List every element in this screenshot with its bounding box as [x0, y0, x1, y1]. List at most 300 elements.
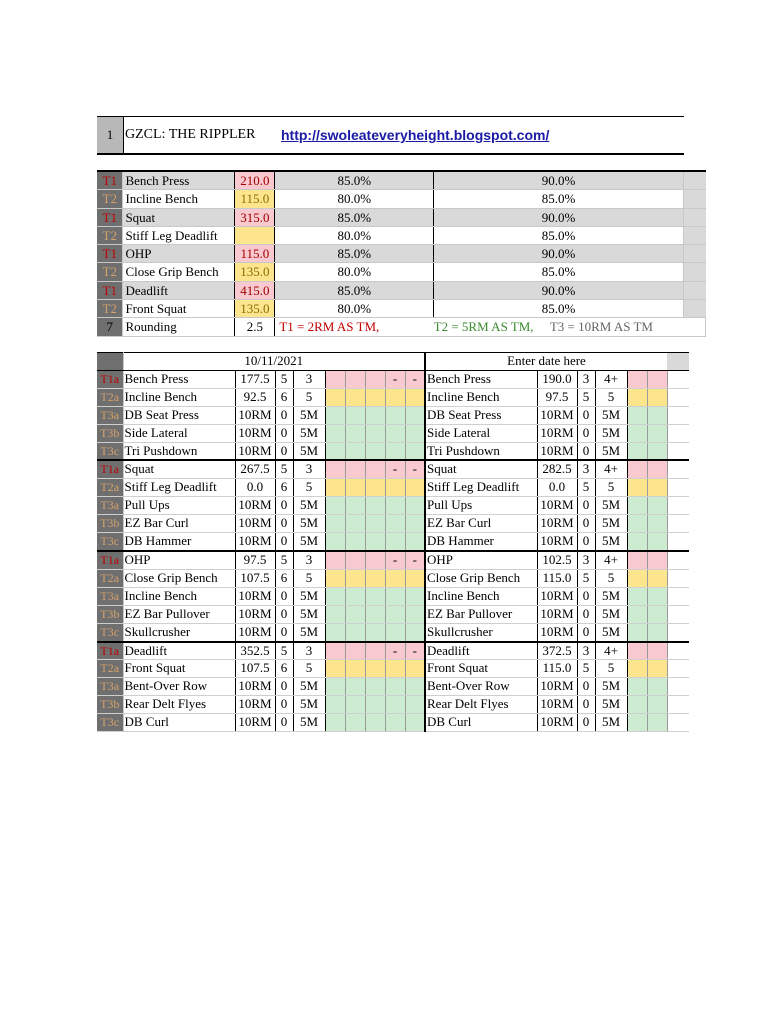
set-entry-cell[interactable]	[647, 587, 667, 605]
set-entry-cell[interactable]	[365, 460, 385, 478]
set-entry-cell[interactable]	[385, 660, 405, 678]
reps-cell: 3	[293, 460, 325, 478]
set-entry-cell[interactable]	[405, 605, 425, 623]
set-entry-cell[interactable]	[365, 605, 385, 623]
weight-cell: 267.5	[235, 460, 275, 478]
sets-cell: 0	[275, 442, 293, 460]
set-entry-cell[interactable]	[627, 696, 647, 714]
set-entry-cell[interactable]	[365, 714, 385, 732]
set-entry-cell[interactable]	[365, 424, 385, 442]
set-entry-cell[interactable]	[325, 678, 345, 696]
tm-row	[97, 263, 706, 281]
sets-cell: 3	[577, 460, 595, 478]
training-max-input[interactable]: 115.0	[235, 190, 275, 208]
set-entry-cell[interactable]	[647, 678, 667, 696]
exercise-name: Incline Bench	[425, 388, 537, 406]
tier-label: T3a	[97, 587, 123, 605]
reps-cell: 5M	[293, 442, 325, 460]
log-row	[97, 642, 689, 660]
set-entry-cell[interactable]	[345, 424, 365, 442]
set-entry-cell[interactable]	[365, 642, 385, 660]
week2-percent: 85.0%	[434, 263, 684, 281]
reps-cell: 5	[595, 479, 627, 497]
set-entry-cell[interactable]	[647, 660, 667, 678]
weight-cell: 10RM	[235, 696, 275, 714]
row-tail	[667, 605, 689, 623]
set-entry-cell[interactable]	[647, 497, 667, 515]
week1-percent: 85.0%	[275, 208, 434, 226]
set-entry-cell[interactable]	[627, 660, 647, 678]
set-entry-cell[interactable]	[647, 388, 667, 406]
weight-cell: 10RM	[235, 533, 275, 551]
reps-cell: 5M	[293, 406, 325, 424]
set-entry-cell[interactable]	[325, 642, 345, 660]
log-row	[97, 533, 689, 551]
set-entry-cell[interactable]	[385, 587, 405, 605]
set-entry-cell[interactable]	[345, 623, 365, 641]
set-entry-cell[interactable]	[385, 424, 405, 442]
reps-cell: 5M	[293, 515, 325, 533]
row-tail	[667, 497, 689, 515]
exercise-name: Incline Bench	[123, 587, 235, 605]
weight-cell: 10RM	[235, 515, 275, 533]
tm-row	[97, 190, 706, 208]
sets-cell: 0	[275, 678, 293, 696]
tm-row	[97, 226, 706, 244]
training-max-input[interactable]: 115.0	[235, 245, 275, 263]
set-entry-cell[interactable]	[627, 569, 647, 587]
set-entry-cell[interactable]	[385, 515, 405, 533]
set-entry-cell[interactable]	[365, 678, 385, 696]
week1-date[interactable]: 10/11/2021	[123, 353, 425, 371]
set-entry-cell[interactable]: -	[405, 642, 425, 660]
exercise-name: Incline Bench	[425, 587, 537, 605]
set-entry-cell[interactable]	[627, 424, 647, 442]
set-entry-cell[interactable]	[405, 714, 425, 732]
training-max-table	[97, 170, 706, 337]
row-tail	[683, 263, 705, 281]
set-entry-cell[interactable]	[325, 424, 345, 442]
set-entry-cell[interactable]	[627, 605, 647, 623]
week1-percent: 85.0%	[275, 281, 434, 299]
training-max-input[interactable]: 135.0	[235, 263, 275, 281]
tier-label: T2	[97, 263, 123, 281]
tm-row	[97, 245, 706, 263]
sets-cell: 0	[577, 623, 595, 641]
weight-cell: 107.5	[235, 569, 275, 587]
set-entry-cell[interactable]	[627, 370, 647, 388]
week2-percent: 85.0%	[434, 190, 684, 208]
weight-cell: 10RM	[235, 714, 275, 732]
set-entry-cell[interactable]	[365, 533, 385, 551]
set-entry-cell[interactable]	[325, 370, 345, 388]
set-entry-cell[interactable]	[405, 497, 425, 515]
row-tail	[667, 533, 689, 551]
set-entry-cell[interactable]	[325, 497, 345, 515]
weight-cell: 10RM	[537, 497, 577, 515]
sets-cell: 6	[275, 479, 293, 497]
exercise-name: Deadlift	[425, 642, 537, 660]
set-entry-cell[interactable]	[385, 388, 405, 406]
reps-cell: 4+	[595, 642, 627, 660]
reps-cell: 4+	[595, 551, 627, 569]
week2-date[interactable]: Enter date here	[425, 353, 667, 371]
set-entry-cell[interactable]	[325, 605, 345, 623]
set-entry-cell[interactable]	[385, 406, 405, 424]
set-entry-cell[interactable]	[405, 424, 425, 442]
exercise-name: EZ Bar Curl	[123, 515, 235, 533]
set-entry-cell[interactable]	[325, 515, 345, 533]
set-entry-cell[interactable]	[647, 696, 667, 714]
set-entry-cell[interactable]	[647, 406, 667, 424]
weight-cell: 10RM	[537, 696, 577, 714]
exercise-name: OHP	[425, 551, 537, 569]
row-tail	[667, 714, 689, 732]
set-entry-cell[interactable]	[647, 515, 667, 533]
sets-cell: 0	[275, 406, 293, 424]
tier-label: T3b	[97, 515, 123, 533]
set-entry-cell[interactable]	[385, 605, 405, 623]
weight-cell: 10RM	[537, 714, 577, 732]
week2-percent: 90.0%	[434, 171, 684, 190]
set-entry-cell[interactable]	[325, 479, 345, 497]
weight-cell: 177.5	[235, 370, 275, 388]
set-entry-cell[interactable]	[325, 406, 345, 424]
set-entry-cell[interactable]	[345, 515, 365, 533]
set-entry-cell[interactable]	[385, 678, 405, 696]
set-entry-cell[interactable]	[345, 696, 365, 714]
tier-label: T1	[97, 281, 123, 299]
set-entry-cell[interactable]	[365, 551, 385, 569]
training-max-input[interactable]: 135.0	[235, 300, 275, 318]
reps-cell: 5M	[595, 406, 627, 424]
exercise-name: Skullcrusher	[425, 623, 537, 641]
reps-cell: 5	[595, 388, 627, 406]
set-entry-cell[interactable]	[627, 678, 647, 696]
set-entry-cell[interactable]	[365, 587, 385, 605]
tm-row	[97, 300, 706, 318]
lift-name: Front Squat	[123, 300, 235, 318]
training-max-input[interactable]: 415.0	[235, 281, 275, 299]
set-entry-cell[interactable]	[325, 442, 345, 460]
rounding-input[interactable]: 2.5	[235, 318, 275, 336]
reps-cell: 5M	[293, 623, 325, 641]
set-entry-cell[interactable]	[647, 370, 667, 388]
set-entry-cell[interactable]	[365, 497, 385, 515]
reps-cell: 5	[595, 569, 627, 587]
log-row	[97, 406, 689, 424]
set-entry-cell[interactable]	[405, 696, 425, 714]
exercise-name: Bench Press	[123, 370, 235, 388]
exercise-name: Close Grip Bench	[425, 569, 537, 587]
set-entry-cell[interactable]: -	[405, 460, 425, 478]
set-entry-cell[interactable]	[647, 551, 667, 569]
set-entry-cell[interactable]	[325, 660, 345, 678]
set-entry-cell[interactable]	[647, 642, 667, 660]
set-entry-cell[interactable]	[345, 406, 365, 424]
set-entry-cell[interactable]	[385, 479, 405, 497]
log-row	[97, 623, 689, 641]
set-entry-cell[interactable]	[405, 406, 425, 424]
exercise-name: EZ Bar Pullover	[123, 605, 235, 623]
set-entry-cell[interactable]	[365, 623, 385, 641]
set-entry-cell[interactable]	[627, 497, 647, 515]
tier-label: T1a	[97, 551, 123, 569]
row-tail	[683, 300, 705, 318]
reps-cell: 5	[293, 479, 325, 497]
set-entry-cell[interactable]	[405, 388, 425, 406]
set-entry-cell[interactable]	[325, 587, 345, 605]
log-row	[97, 714, 689, 732]
set-entry-cell[interactable]	[325, 714, 345, 732]
set-entry-cell[interactable]	[627, 406, 647, 424]
set-entry-cell[interactable]: -	[385, 551, 405, 569]
sets-cell: 5	[275, 551, 293, 569]
set-entry-cell[interactable]	[647, 569, 667, 587]
set-entry-cell[interactable]	[627, 642, 647, 660]
sets-cell: 5	[577, 479, 595, 497]
tm-row	[97, 281, 706, 299]
reps-cell: 5M	[293, 605, 325, 623]
log-row	[97, 388, 689, 406]
set-entry-cell[interactable]	[627, 551, 647, 569]
sets-cell: 0	[577, 678, 595, 696]
set-entry-cell[interactable]	[627, 623, 647, 641]
tier-label: T2	[97, 226, 123, 244]
exercise-name: Tri Pushdown	[123, 442, 235, 460]
title-row	[97, 116, 684, 155]
set-entry-cell[interactable]	[365, 479, 385, 497]
tier-label: T3c	[97, 533, 123, 551]
log-row	[97, 605, 689, 623]
reps-cell: 5M	[293, 497, 325, 515]
program-title: GZCL: THE RIPPLER	[125, 127, 256, 142]
set-entry-cell[interactable]	[365, 442, 385, 460]
sets-cell: 5	[577, 569, 595, 587]
set-entry-cell[interactable]	[385, 497, 405, 515]
set-entry-cell[interactable]: -	[385, 370, 405, 388]
reps-cell: 5M	[595, 587, 627, 605]
set-entry-cell[interactable]	[325, 460, 345, 478]
set-entry-cell[interactable]	[405, 678, 425, 696]
exercise-name: DB Hammer	[123, 533, 235, 551]
weight-cell: 0.0	[235, 479, 275, 497]
set-entry-cell[interactable]	[385, 623, 405, 641]
weight-cell: 10RM	[235, 424, 275, 442]
set-entry-cell[interactable]	[405, 515, 425, 533]
set-entry-cell[interactable]: -	[385, 642, 405, 660]
sets-cell: 0	[577, 605, 595, 623]
training-max-input[interactable]: 210.0	[235, 171, 275, 190]
sets-cell: 0	[577, 696, 595, 714]
tier-label: T2a	[97, 479, 123, 497]
sets-cell: 5	[275, 370, 293, 388]
week1-percent: 80.0%	[275, 226, 434, 244]
set-entry-cell[interactable]	[345, 497, 365, 515]
row-tail	[667, 660, 689, 678]
set-entry-cell[interactable]	[627, 442, 647, 460]
set-entry-cell[interactable]: -	[405, 370, 425, 388]
weight-cell: 10RM	[537, 406, 577, 424]
rounding-label: Rounding	[123, 318, 235, 336]
reps-cell: 5M	[595, 442, 627, 460]
set-entry-cell[interactable]	[647, 714, 667, 732]
sets-cell: 5	[275, 460, 293, 478]
set-entry-cell[interactable]	[627, 515, 647, 533]
set-entry-cell[interactable]	[385, 442, 405, 460]
week1-percent: 80.0%	[275, 300, 434, 318]
set-entry-cell[interactable]	[345, 605, 365, 623]
header-corner	[97, 353, 123, 371]
row-tail	[667, 551, 689, 569]
set-entry-cell[interactable]	[345, 460, 365, 478]
tier-label: T2a	[97, 660, 123, 678]
set-entry-cell[interactable]	[345, 551, 365, 569]
row-tail	[683, 190, 705, 208]
set-entry-cell[interactable]	[365, 515, 385, 533]
reps-cell: 3	[293, 370, 325, 388]
set-entry-cell[interactable]	[647, 479, 667, 497]
sets-cell: 0	[577, 424, 595, 442]
sets-cell: 0	[275, 497, 293, 515]
header-tail	[667, 353, 689, 371]
tier-label: T3c	[97, 442, 123, 460]
set-entry-cell[interactable]	[647, 533, 667, 551]
weight-cell: 97.5	[235, 551, 275, 569]
sets-cell: 0	[275, 714, 293, 732]
set-entry-cell[interactable]	[345, 678, 365, 696]
reps-cell: 5	[293, 660, 325, 678]
weight-cell: 282.5	[537, 460, 577, 478]
set-entry-cell[interactable]	[325, 623, 345, 641]
set-entry-cell[interactable]	[345, 479, 365, 497]
set-entry-cell[interactable]	[647, 424, 667, 442]
set-entry-cell[interactable]	[627, 714, 647, 732]
set-entry-cell[interactable]	[365, 569, 385, 587]
weight-cell: 10RM	[235, 442, 275, 460]
sets-cell: 0	[577, 533, 595, 551]
set-entry-cell[interactable]	[325, 388, 345, 406]
set-entry-cell[interactable]	[365, 388, 385, 406]
rounding-row	[97, 318, 706, 336]
set-entry-cell[interactable]	[647, 605, 667, 623]
weight-cell: 10RM	[537, 587, 577, 605]
row-tail	[667, 370, 689, 388]
set-entry-cell[interactable]	[627, 460, 647, 478]
tier-label: T3c	[97, 714, 123, 732]
set-entry-cell[interactable]	[365, 406, 385, 424]
week2-percent: 90.0%	[434, 245, 684, 263]
sets-cell: 0	[275, 424, 293, 442]
set-entry-cell[interactable]	[345, 569, 365, 587]
set-entry-cell[interactable]	[365, 696, 385, 714]
set-entry-cell[interactable]	[345, 533, 365, 551]
log-row	[97, 678, 689, 696]
weight-cell: 102.5	[537, 551, 577, 569]
tier-label: T1	[97, 171, 123, 190]
set-entry-cell[interactable]	[345, 388, 365, 406]
weight-cell: 10RM	[537, 424, 577, 442]
set-entry-cell[interactable]	[627, 587, 647, 605]
sets-cell: 0	[577, 587, 595, 605]
exercise-name: Tri Pushdown	[425, 442, 537, 460]
set-entry-cell[interactable]	[405, 533, 425, 551]
set-entry-cell[interactable]	[627, 479, 647, 497]
weight-cell: 10RM	[235, 587, 275, 605]
set-entry-cell[interactable]	[385, 696, 405, 714]
set-entry-cell[interactable]	[647, 623, 667, 641]
set-entry-cell[interactable]	[627, 388, 647, 406]
tier-notes	[434, 318, 706, 336]
exercise-name: OHP	[123, 551, 235, 569]
set-entry-cell[interactable]	[647, 460, 667, 478]
set-entry-cell[interactable]: -	[385, 460, 405, 478]
exercise-name: Skullcrusher	[123, 623, 235, 641]
weight-cell: 10RM	[537, 515, 577, 533]
exercise-name: DB Seat Press	[425, 406, 537, 424]
sets-cell: 3	[577, 370, 595, 388]
set-entry-cell[interactable]	[345, 660, 365, 678]
log-row	[97, 479, 689, 497]
reps-cell: 5M	[293, 424, 325, 442]
set-entry-cell[interactable]	[405, 479, 425, 497]
set-entry-cell[interactable]	[345, 642, 365, 660]
set-entry-cell[interactable]	[385, 569, 405, 587]
set-entry-cell[interactable]	[647, 442, 667, 460]
sets-cell: 0	[577, 406, 595, 424]
set-entry-cell[interactable]	[325, 696, 345, 714]
reps-cell: 4+	[595, 460, 627, 478]
set-entry-cell[interactable]	[325, 551, 345, 569]
tier-label: T1a	[97, 370, 123, 388]
row-tail	[683, 226, 705, 244]
set-entry-cell[interactable]	[365, 370, 385, 388]
set-entry-cell[interactable]	[345, 370, 365, 388]
weight-cell: 115.0	[537, 660, 577, 678]
set-entry-cell[interactable]	[405, 569, 425, 587]
training-max-input[interactable]	[235, 226, 275, 244]
set-entry-cell[interactable]	[385, 533, 405, 551]
set-entry-cell[interactable]: -	[405, 551, 425, 569]
tier-label: T3a	[97, 678, 123, 696]
set-entry-cell[interactable]	[345, 587, 365, 605]
log-row	[97, 515, 689, 533]
row-tail	[667, 678, 689, 696]
training-max-input[interactable]: 315.0	[235, 208, 275, 226]
set-entry-cell[interactable]	[405, 623, 425, 641]
log-row	[97, 587, 689, 605]
set-entry-cell[interactable]	[325, 569, 345, 587]
exercise-name: Bent-Over Row	[425, 678, 537, 696]
set-entry-cell[interactable]	[325, 533, 345, 551]
sets-cell: 0	[577, 515, 595, 533]
blog-link[interactable]: http://swoleateveryheight.blogspot.com/	[281, 127, 550, 143]
week2-percent: 85.0%	[434, 300, 684, 318]
sets-cell: 0	[275, 515, 293, 533]
lift-name: Deadlift	[123, 281, 235, 299]
set-entry-cell[interactable]	[627, 533, 647, 551]
set-entry-cell[interactable]	[405, 660, 425, 678]
set-entry-cell[interactable]	[405, 587, 425, 605]
set-entry-cell[interactable]	[345, 442, 365, 460]
exercise-name: EZ Bar Pullover	[425, 605, 537, 623]
set-entry-cell[interactable]	[385, 714, 405, 732]
tier-label: T1	[97, 245, 123, 263]
set-entry-cell[interactable]	[345, 714, 365, 732]
set-entry-cell[interactable]	[365, 660, 385, 678]
lift-name: Incline Bench	[123, 190, 235, 208]
set-entry-cell[interactable]	[405, 442, 425, 460]
